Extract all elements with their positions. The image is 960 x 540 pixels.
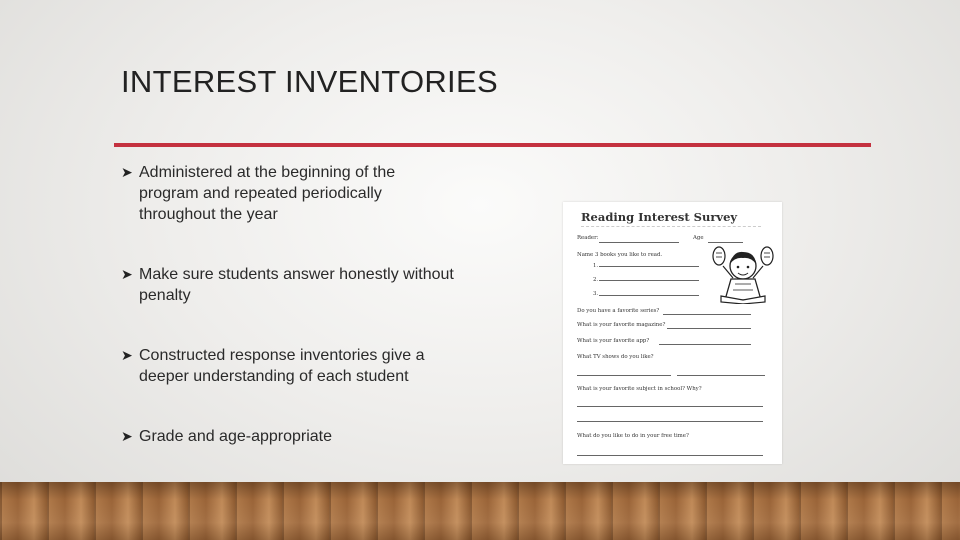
answer-line	[599, 266, 699, 267]
answer-line	[599, 280, 699, 281]
answer-line	[677, 375, 765, 376]
answer-line	[577, 421, 763, 422]
question-series: Do you have a favorite series?	[577, 308, 660, 314]
question-tv: What TV shows do you like?	[577, 354, 654, 360]
answer-line	[577, 375, 671, 376]
bullet-line: program and repeated periodically	[139, 185, 382, 202]
survey-image	[563, 202, 782, 464]
book-number: 2.	[593, 277, 599, 283]
arrow-bullet-icon: ➤	[121, 428, 133, 444]
reader-label: Reader:	[577, 235, 599, 241]
book-number: 1.	[593, 263, 599, 269]
question-magazine: What is your favorite magazine?	[577, 322, 666, 328]
book-number: 3.	[593, 291, 599, 297]
answer-line	[667, 328, 751, 329]
bullet-line: deeper understanding of each student	[139, 368, 409, 385]
survey-title: Reading Interest Survey	[581, 210, 738, 224]
bullet-item	[121, 162, 395, 225]
slide-title: INTEREST INVENTORIES	[121, 64, 498, 99]
answer-line	[577, 406, 763, 407]
answer-line	[577, 455, 763, 456]
reader-line	[599, 242, 679, 243]
question-app: What is your favorite app?	[577, 338, 650, 344]
reading-child-illustration	[711, 244, 775, 304]
arrow-bullet-icon: ➤	[121, 164, 133, 180]
bullet-item	[121, 426, 332, 447]
answer-line	[599, 295, 699, 296]
floor-shading	[0, 482, 960, 540]
bullet-line: Constructed response inventories give a	[139, 347, 425, 364]
arrow-bullet-icon: ➤	[121, 266, 133, 282]
bullet-item	[121, 345, 425, 387]
arrow-bullet-icon: ➤	[121, 347, 133, 363]
answer-line	[663, 314, 751, 315]
question-books: Name 3 books you like to read.	[577, 252, 663, 258]
bullet-line: Make sure students answer honestly without	[139, 266, 454, 283]
answer-line	[659, 344, 751, 345]
bullet-line: throughout the year	[139, 206, 278, 223]
age-label: Age	[693, 235, 704, 241]
age-line	[708, 242, 743, 243]
survey-title-underline	[581, 226, 761, 228]
bullet-item	[121, 264, 454, 306]
bullet-line: penalty	[139, 287, 191, 304]
title-divider	[114, 143, 871, 147]
question-free-time: What do you like to do in your free time?	[577, 433, 689, 439]
bullet-line: Grade and age-appropriate	[139, 428, 333, 445]
question-subject: What is your favorite subject in school? Why?	[577, 386, 702, 392]
bullet-line: Administered at the beginning of the	[139, 164, 396, 181]
